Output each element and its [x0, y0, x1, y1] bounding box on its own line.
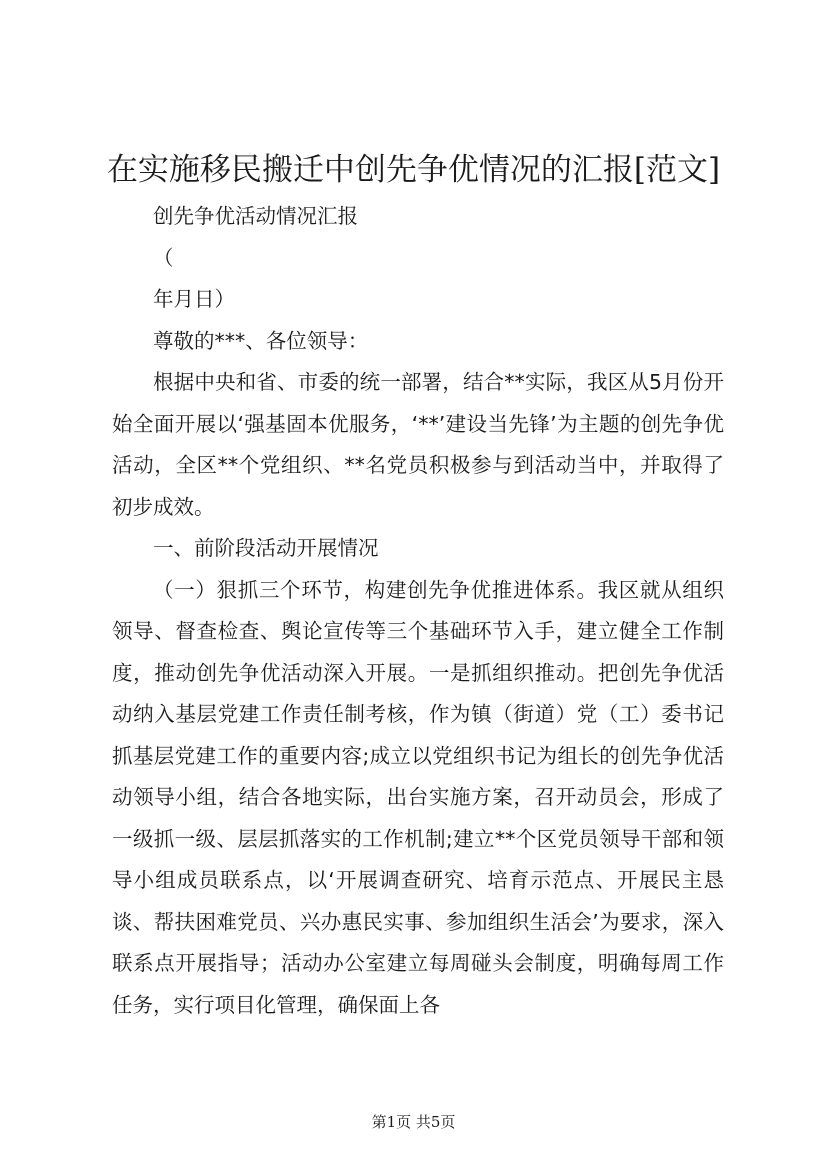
date-paren-open: （ [153, 245, 174, 270]
section-heading: 一、前阶段活动开展情况 [153, 536, 379, 560]
paragraph-section-1: （一）狠抓三个环节，构建创先争优推进体系。我区就从组织领导、督查检查、舆论宣传等三个基础环节入手，建立健全工作制度，推动创先争优活动深入开展。一是抓组织推动。把创先争优活动纳入基层党建工作责任制考核，作为镇（街道）党（工）委书记抓基层党建工作的重要内容;成立以党组织书记为组长的创先争优活动领导小组，结合各地实际，出台实施方案，召开动员会，形成了一级抓一级、层层抓落实的工作机制;建立**个区党员领导干部和领导小组成员联系点，以‘开展调查研究、培育示范点、开展民主恳谈、帮扶困难党员、兴办惠民实事、参加组织生活会’为要求，深入联系点开展指导；活动办公室建立每周碰头会制度，明确每周工作任务，实行项目化管理，确保面上各 [112, 577, 724, 1017]
paragraph-intro: 根据中央和省、市委的统一部署，结合**实际，我区从5月份开始全面开展以‘强基固本优服务，‘**’建设当先锋’为主题的创先争优活动，全区**个党组织、**名党员积极参与到活动当中，并取得了初步成效。 [112, 370, 724, 519]
page-footer: 第1页 共5页 [371, 1113, 456, 1131]
salutation: 尊敬的***、各位领导： [153, 328, 369, 353]
document-title: 在实施移民搬迁中创先争优情况的汇报[范文] [106, 152, 721, 188]
date-line: 年月日） [153, 287, 235, 311]
subtitle: 创先争优活动情况汇报 [153, 204, 358, 228]
document-body [112, 196, 724, 1026]
